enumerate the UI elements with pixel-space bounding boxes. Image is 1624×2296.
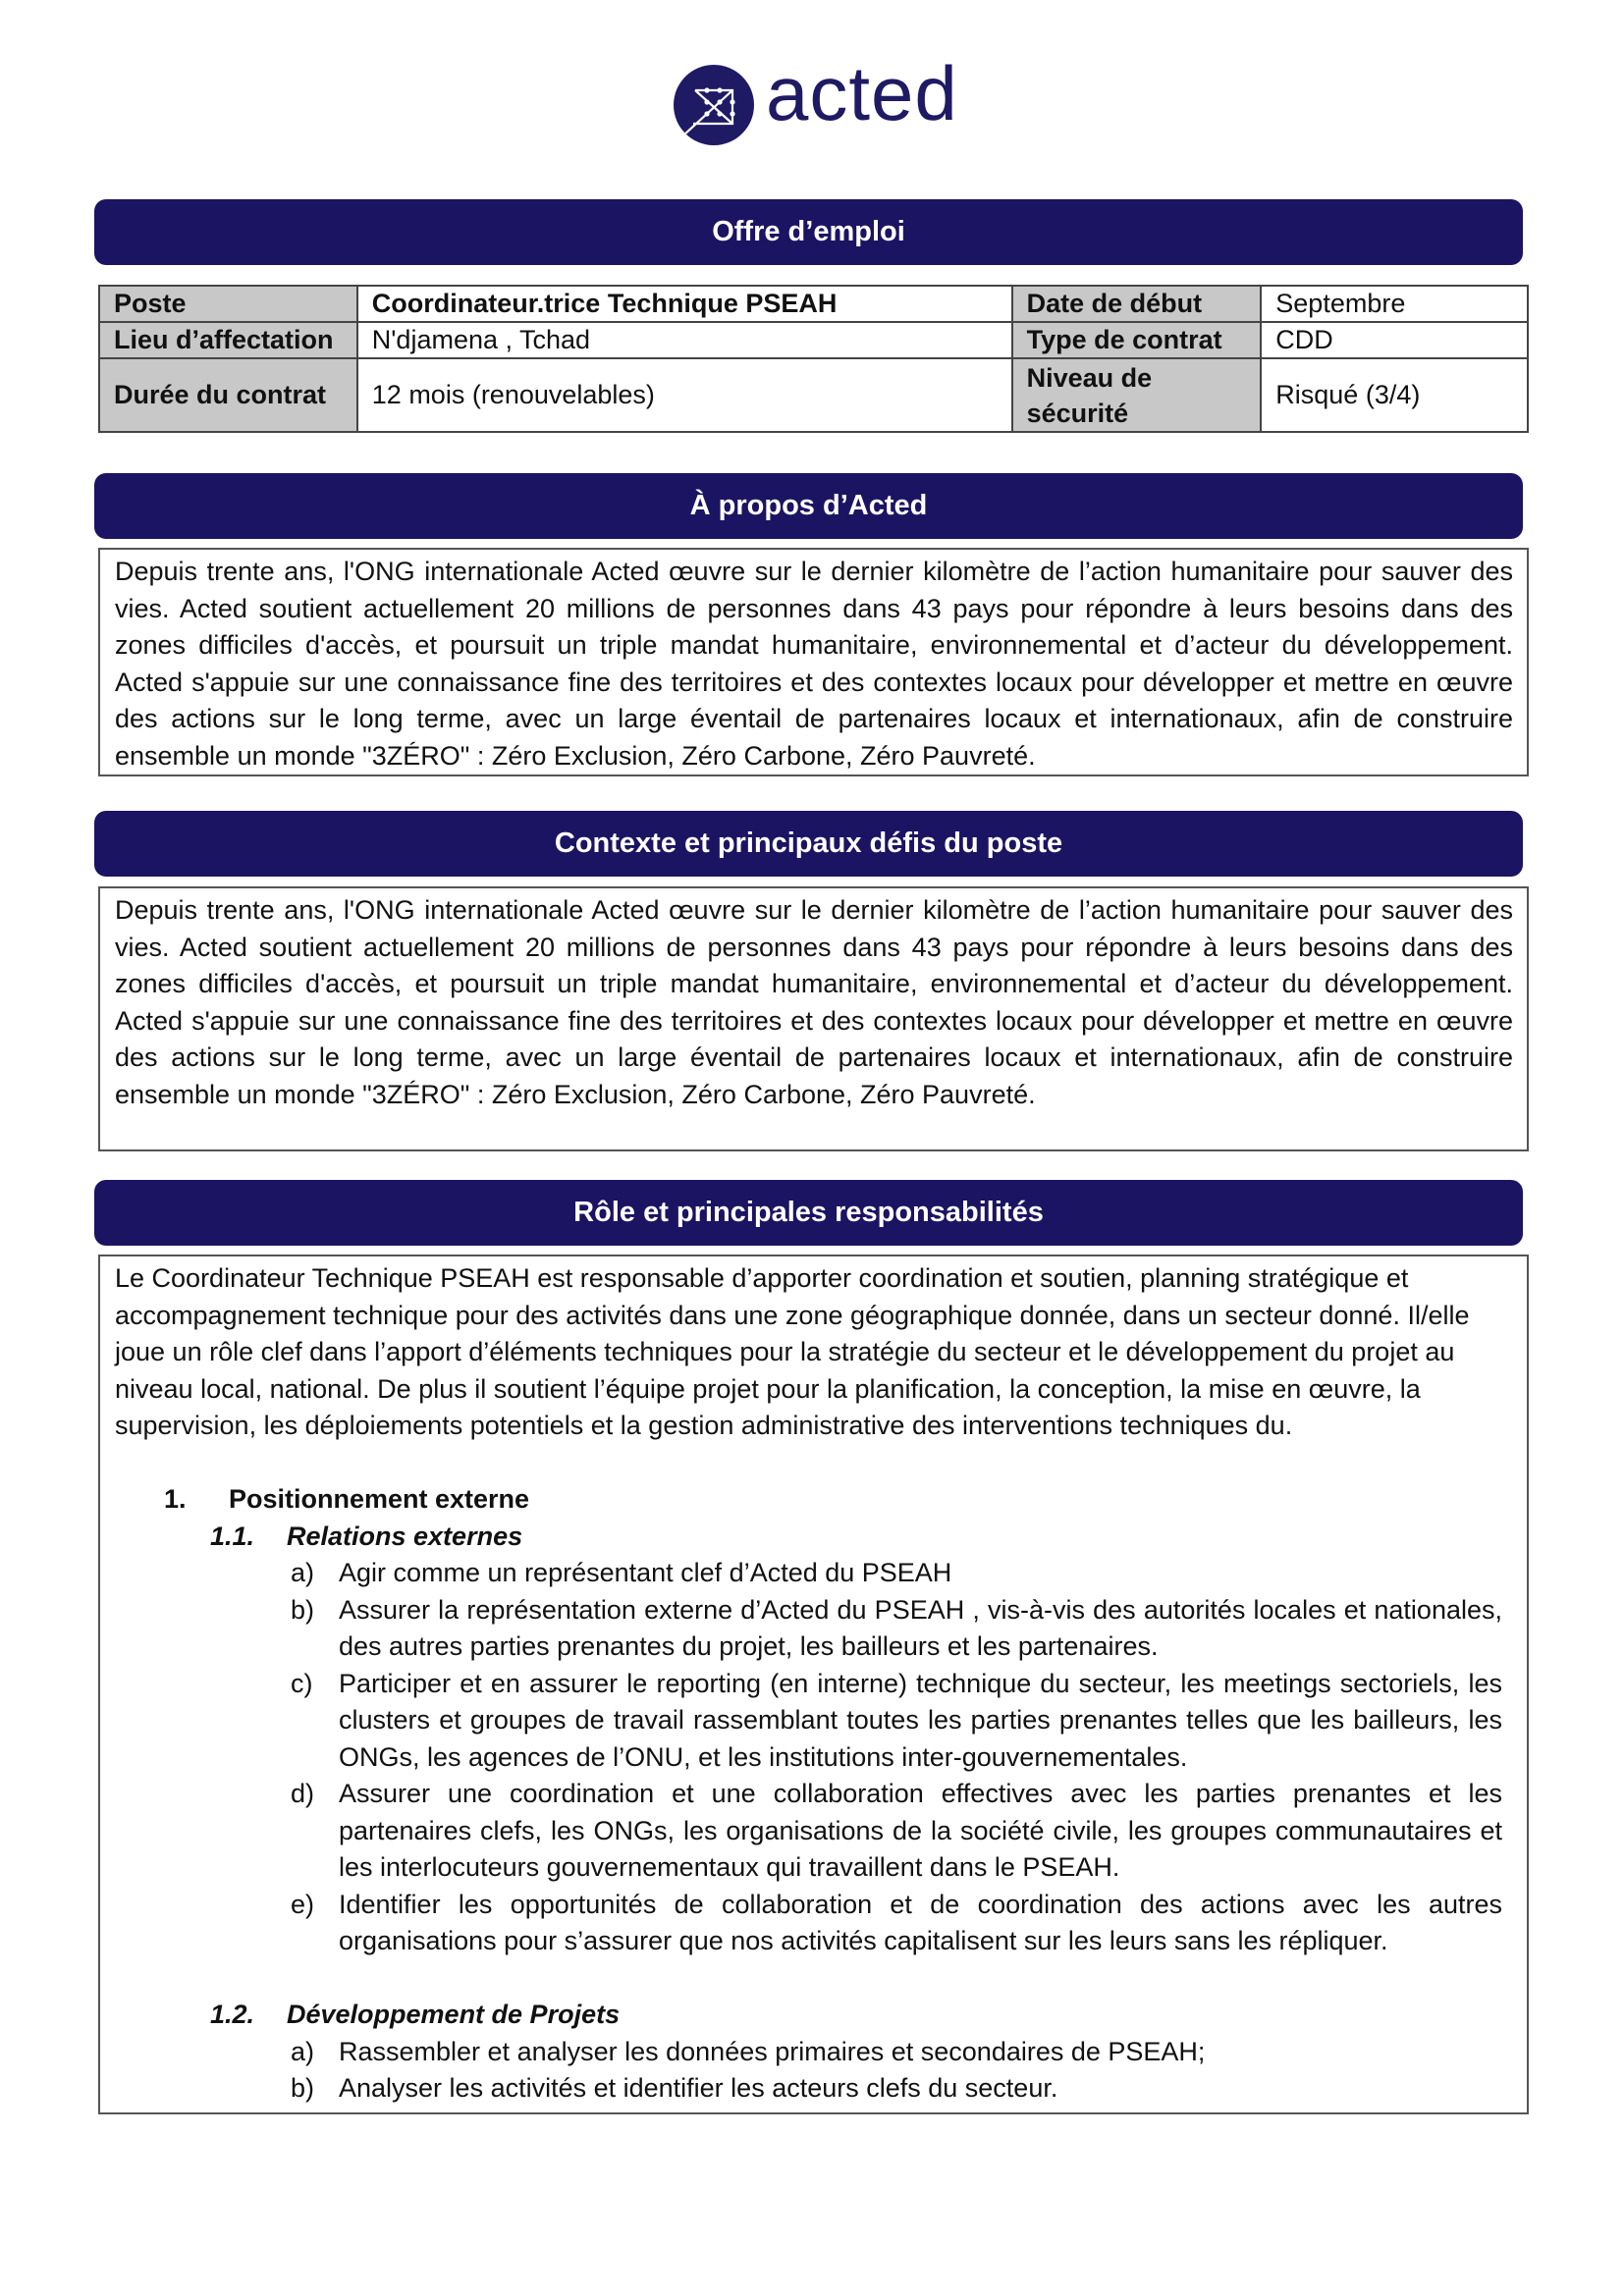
value-date-debut: Septembre	[1261, 286, 1528, 322]
context-box	[98, 886, 1529, 1151]
label-type-contrat: Type de contrat	[1012, 322, 1262, 358]
list-item: e) Identifier les opportunités de collaboration et de coordination des actions avec les autres organisations pour s’assurer que nos activités capitalisent sur les leurs sans les répliquer.	[291, 1889, 1502, 1955]
subheading: 1.1. Relations externes	[210, 1521, 523, 1551]
list-heading: 1. Positionnement externe	[164, 1484, 530, 1514]
table-row	[99, 358, 1528, 432]
section-header-role: Rôle et principales responsabilités	[94, 1180, 1523, 1246]
label-date-debut: Date de début	[1012, 286, 1262, 322]
list-item: d) Assurer une coordination et une collaboration effectives avec les parties prenantes et les partenaires clefs, les ONGs, les organisations de la société civile, les groupes communautaires et les interlocuteurs gouvernementaux qui travaillent dans le PSEAH.	[291, 1779, 1502, 1882]
role-intro: Le Coordinateur Technique PSEAH est responsable d’apporter coordination et soutien, planning stratégique et accompagnement technique pour des activités dans une zone géographique donnée, dans un secteur donné. Il/elle joue un rôle clef dans l’apport d’éléments techniques pour la stratégie du secteur et le développement du projet au niveau local, national. De plus il soutient l’équipe projet pour la planification, la conception, la mise en œuvre, la supervision, les déploiements potentiels et la gestion administrative des interventions techniques du.	[115, 1263, 1470, 1440]
about-text: Depuis trente ans, l'ONG internationale Acted œuvre sur le dernier kilomètre de l’action humanitaire pour sauver des vies. Acted soutient actuellement 20 millions de personnes dans 43 pays pour répondre à leurs besoins dans des zones difficiles d'accès, et poursuit un triple mandat humanitaire, environnemental et d’acteur du développement. Acted s'appuie sur une connaissance fine des territoires et des contextes locaux pour développer et mettre en œuvre des actions sur le long terme, avec un large éventail de partenaires locaux et internationaux, afin de construire ensemble un monde "3ZÉRO" : Zéro Exclusion, Zéro Carbone, Zéro Pauvreté.	[115, 557, 1513, 771]
list-item: b) Assurer la représentation externe d’Acted du PSEAH , vis-à-vis des autorités locales et nationales, des autres parties prenantes du projet, les bailleurs et les partenaires.	[291, 1594, 1502, 1661]
subheading-relations: Relations externes	[287, 1521, 523, 1551]
label-lieu: Lieu d’affectation	[99, 322, 357, 358]
subheading-developpement: Développement de Projets	[287, 2000, 621, 2029]
heading-positionnement: Positionnement externe	[229, 1484, 530, 1514]
value-duree: 12 mois (renouvelables)	[357, 358, 1012, 432]
section-header-about: À propos d’Acted	[94, 473, 1523, 539]
label-duree: Durée du contrat	[99, 358, 357, 432]
list-item: c) Participer et en assurer le reporting (en interne) technique du secteur, les meetings sectoriels, les clusters et groupes de travail rassemblant toutes les parties prenantes telles que les bailleurs, les ONGs, les agences de l’ONU, et les institutions inter-gouvernementales.	[291, 1668, 1502, 1772]
label-poste: Poste	[99, 286, 357, 322]
value-niveau-securite: Risqué (3/4)	[1261, 358, 1528, 432]
section-header-job-offer: Offre d’emploi	[94, 199, 1523, 265]
role-box	[98, 1255, 1529, 2114]
label-niveau-securite: Niveau de sécurité	[1012, 358, 1262, 432]
list-item: a) Agir comme un représentant clef d’Acted du PSEAH	[291, 1558, 952, 1587]
list-item: b) Analyser les activités et identifier les acteurs clefs du secteur.	[291, 2073, 1058, 2103]
acted-logo-icon	[674, 65, 754, 145]
acted-logo-text: acted	[766, 50, 958, 136]
acted-logo	[674, 50, 968, 147]
about-box	[98, 548, 1529, 776]
value-type-contrat: CDD	[1261, 322, 1528, 358]
list-item: a) Rassembler et analyser les données primaires et secondaires de PSEAH;	[291, 2036, 1206, 2066]
table-row	[99, 322, 1528, 358]
section-header-context: Contexte et principaux défis du poste	[94, 811, 1523, 877]
job-info-table	[98, 285, 1529, 433]
context-text: Depuis trente ans, l'ONG internationale Acted œuvre sur le dernier kilomètre de l’action humanitaire pour sauver des vies. Acted soutient actuellement 20 millions de personnes dans 43 pays pour répondre à leurs besoins dans des zones difficiles d'accès, et poursuit un triple mandat humanitaire, environnemental et d’acteur du développement. Acted s'appuie sur une connaissance fine des territoires et des contextes locaux pour développer et mettre en œuvre des actions sur le long terme, avec un large éventail de partenaires locaux et internationaux, afin de construire ensemble un monde "3ZÉRO" : Zéro Exclusion, Zéro Carbone, Zéro Pauvreté.	[115, 895, 1513, 1109]
value-lieu: N'djamena , Tchad	[357, 322, 1012, 358]
table-row	[99, 286, 1528, 322]
value-poste: Coordinateur.trice Technique PSEAH	[357, 286, 1012, 322]
subheading: 1.2. Développement de Projets	[210, 2000, 621, 2029]
